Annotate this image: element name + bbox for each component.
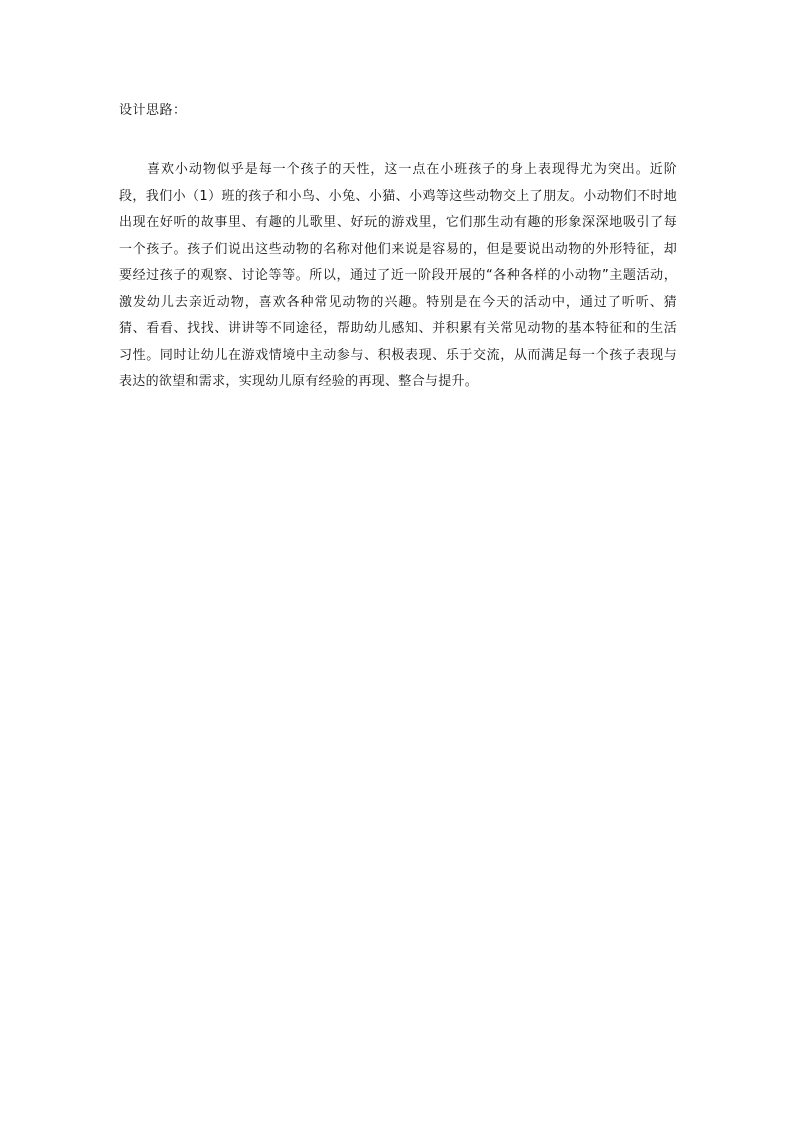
body-paragraph: 喜欢小动物似乎是每一个孩子的天性，这一点在小班孩子的身上表现得尤为突出。近阶段，我们小（1）班的孩子和小鸟、小兔、小猫、小鸡等这些动物交上了朋友。小动物们不时地出现在好听的故事里、有趣的儿歌里、好玩的游戏里，它们那生动有趣的形象深深地吸引了每一个孩子。孩子们说出这些动物的名称对他们来说是容易的，但是要说出动物的外形特征，却要经过孩子的观察、讨论等等。所以，通过了近一阶段开展的“各种各样的小动物”主题活动，激发幼儿去亲近动物，喜欢各种常见动物的兴趣。特别是在今天的活动中，通过了听听、猜猜、看看、找找、讲讲等不同途径，帮助幼儿感知、并积累有关常见动物的基本特征和的生活习性。同时让幼儿在游戏情境中主动参与、积极表现、乐于交流，从而满足每一个孩子表现与表达的欲望和需求，实现幼儿原有经验的再现、整合与提升。 xyxy=(119,162,677,389)
section-heading: 设计思路： xyxy=(119,103,187,118)
